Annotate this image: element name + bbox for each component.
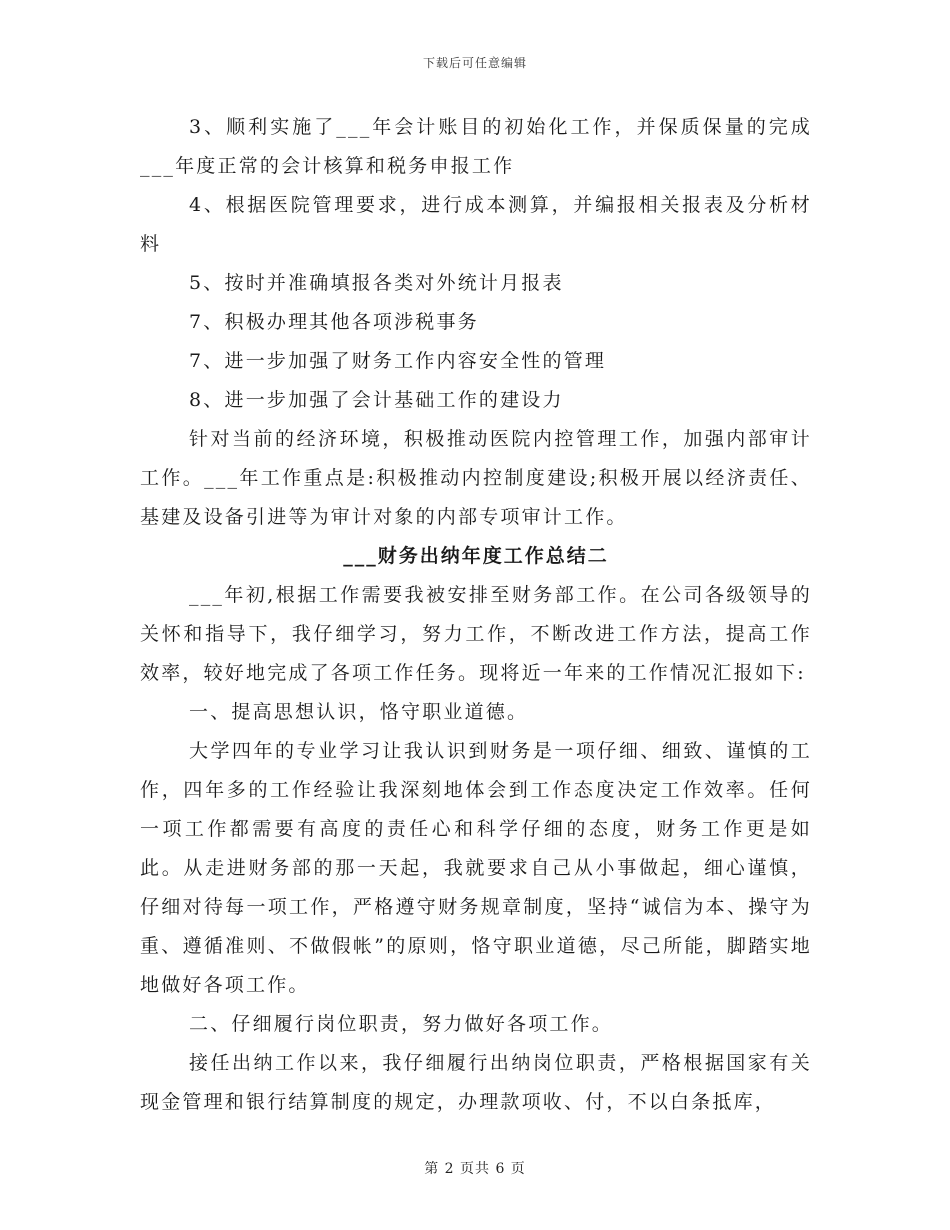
- intro-paragraph: ___年初,根据工作需要我被安排至财务部工作。在公司各级领导的关怀和指导下，我仔细学习，努力工作，不断改进工作方法，提高工作效率，较好地完成了各项工作任务。现将近一年来的工作情况汇报如下:: [140, 584, 812, 684]
- list-item-7a: 7、积极办理其他各项涉税事务: [189, 311, 479, 333]
- page-footer: 第 2 页共 6 页: [424, 1161, 526, 1177]
- paragraph-2: 接任出纳工作以来，我仔细履行出纳岗位职责，严格根据国家有关现金管理和银行结算制度的规定，办理款项收、付，不以白条抵库，: [140, 1052, 812, 1113]
- document-body: [140, 108, 812, 1122]
- section-title: ___财务出纳年度工作总结二: [343, 545, 609, 567]
- list-item-4: 4、根据医院管理要求，进行成本测算，并编报相关报表及分析材料: [140, 194, 812, 255]
- list-item-5: 5、按时并准确填报各类对外统计月报表: [189, 272, 564, 294]
- header-note: 下载后可任意编辑: [422, 56, 527, 70]
- list-item-8: 8、进一步加强了会计基础工作的建设力: [189, 389, 564, 411]
- heading-2: 二、仔细履行岗位职责，努力做好各项工作。: [189, 1013, 614, 1035]
- paragraph-1: 大学四年的专业学习让我认识到财务是一项仔细、细致、谨慎的工作，四年多的工作经验让我深刻地体会到工作态度决定工作效率。任何一项工作都需要有高度的责任心和科学仔细的态度，财务工作更是如此。从走进财务部的那一天起，我就要求自己从小事做起，细心谨慎，仔细对待每一项工作，严格遵守财务规章制度，坚持“诚信为本、操守为重、遵循准则、不做假帐”的原则，恪守职业道德，尽己所能，脚踏实地地做好各项工作。: [140, 740, 812, 996]
- list-item-7b: 7、进一步加强了财务工作内容安全性的管理: [189, 350, 607, 372]
- audit-paragraph: 针对当前的经济环境，积极推动医院内控管理工作，加强内部审计工作。___年工作重点是:积极推动内控制度建设;积极开展以经济责任、基建及设备引进等为审计对象的内部专项审计工作。: [140, 428, 812, 528]
- heading-1: 一、提高思想认识，恪守职业道德。: [189, 701, 529, 723]
- list-item-3: 3、顺利实施了___年会计账目的初始化工作，并保质保量的完成___年度正常的会计核算和税务申报工作: [140, 116, 812, 177]
